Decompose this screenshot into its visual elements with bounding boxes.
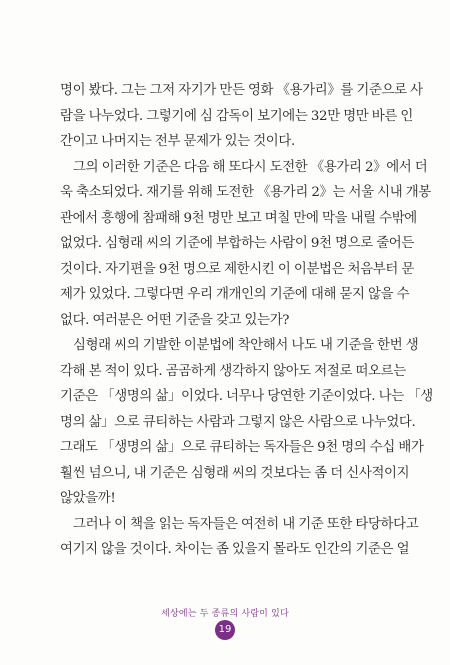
paragraph	[60, 333, 433, 512]
text-line: 것이다. 자기편을 9천 명으로 제한시킨 이 이분법은 처음부터 문	[60, 261, 414, 277]
text-line: 제가 있었다. 그렇다면 우리 개개인의 기준에 대해 묻지 않을 수	[60, 287, 410, 302]
text-line: 각해 본 적이 있다. 곰곰하게 생각하지 않아도 저절로 떠오르는	[60, 363, 406, 379]
text-line: 람을 나누었다. 그렇기에 심 감독이 보기에는 32만 명만 바른 인	[60, 108, 413, 124]
text-line: 간이고 나머지는 전부 문제가 있는 것이다.	[60, 134, 295, 149]
text-line: 그러나 이 책을 읽는 독자들은 여전히 내 기준 또한 타당하다고	[73, 516, 419, 532]
paragraph	[60, 78, 423, 155]
body-text	[60, 78, 433, 563]
text-line: 명이 봤다. 그는 그저 자기가 만든 영화 《용가리》를 기준으로 사	[60, 83, 423, 98]
text-line: 그의 이러한 기준은 다음 해 또다시 도전한 《용가리 2》에서 더	[73, 159, 428, 175]
running-title: 세상에는 두 종류의 사람이 있다	[161, 609, 289, 619]
text-line: 않았을까!	[60, 491, 116, 506]
text-line: 훨씬 넘으니, 내 기준은 심형래 씨의 것보다는 좀 더 신사적이지	[60, 465, 410, 481]
text-line: 심형래 씨의 기발한 이분법에 착안해서 나도 내 기준을 한번 생	[73, 338, 419, 353]
paragraph	[60, 512, 419, 563]
text-line: 그래도 「생명의 삶」으로 큐티하는 독자들은 9천 명의 수십 배가	[60, 440, 424, 455]
text-line: 없었다. 심형래 씨의 기준에 부합하는 사람이 9천 명으로 줄어든	[60, 236, 414, 251]
paragraph	[60, 155, 431, 334]
text-line: 관에서 흥행에 참패해 9천 명만 보고 며칠 만에 막을 내릴 수밖에	[60, 210, 417, 226]
text-line: 없다. 여러분은 어떤 기준을 갖고 있는가?	[60, 312, 290, 328]
text-line: 명의 삶」으로 큐티하는 사람과 그렇지 않은 사람으로 나누었다.	[60, 414, 416, 430]
text-line: 기준은 「생명의 삶」이었다. 너무나 당연한 기준이었다. 나는 「생	[60, 389, 433, 404]
page-number-badge: 19	[215, 620, 235, 640]
text-line: 여기지 않을 것이다. 차이는 좀 있을지 몰라도 인간의 기준은 얼	[60, 542, 410, 557]
text-line: 욱 축소되었다. 재기를 위해 도전한 《용가리 2》는 서울 시내 개봉	[60, 185, 431, 200]
